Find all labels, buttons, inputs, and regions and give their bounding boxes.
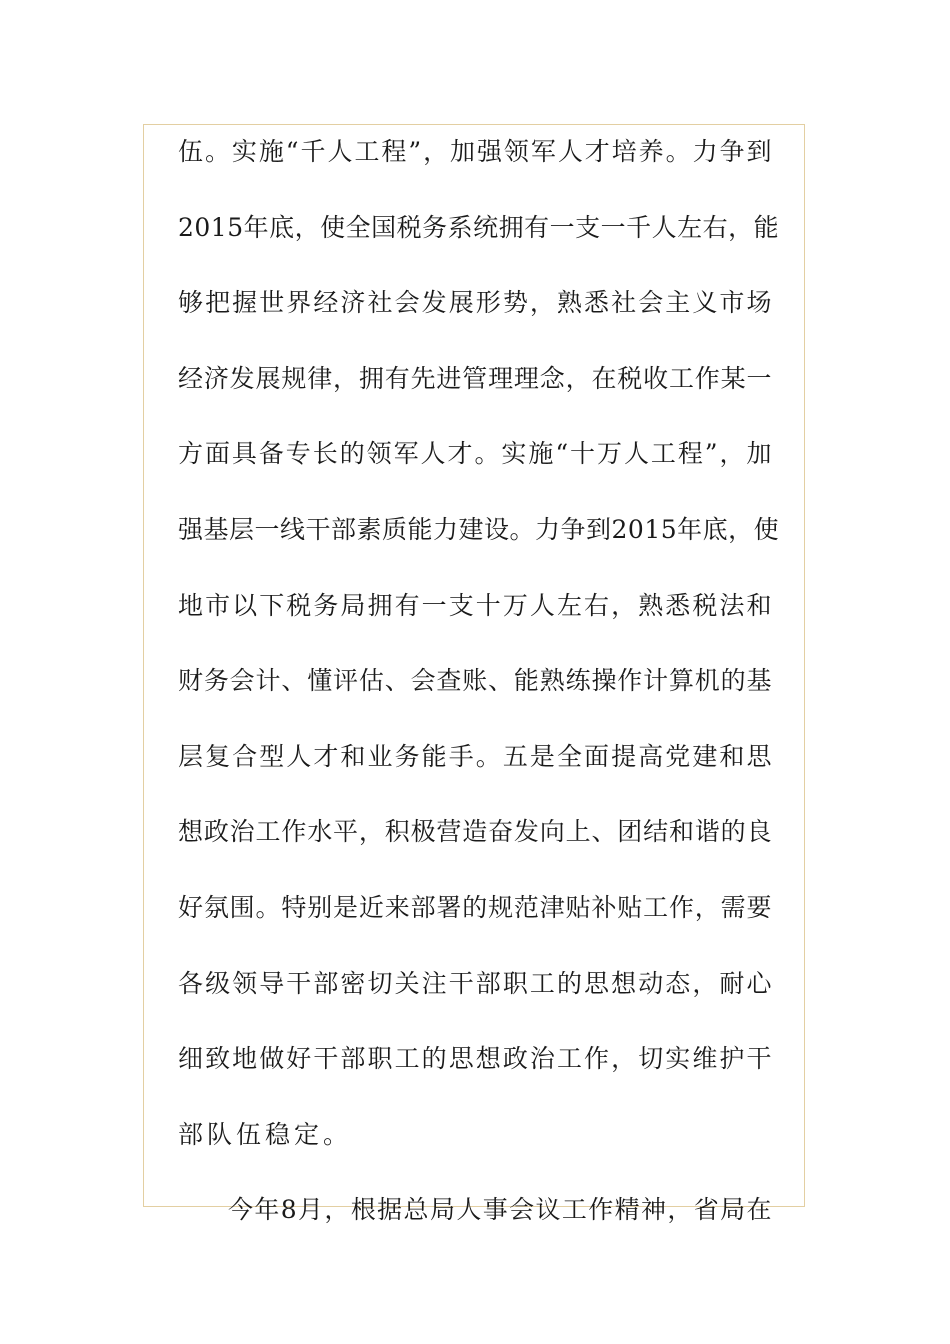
text-line: 强基层一线干部素质能力建设。力争到2015年底，使: [178, 514, 780, 544]
text-line: 地市以下税务局拥有一支十万人左右，熟悉税法和: [178, 590, 772, 620]
text-line: 细致地做好干部职工的思想政治工作，切实维护干: [178, 1044, 772, 1074]
text-line: 2015年底，使全国税务系统拥有一支一千人左右，能: [178, 212, 780, 242]
text-line: 各级领导干部密切关注干部职工的思想动态，耐心: [178, 968, 772, 998]
text-line: 够把握世界经济社会发展形势，熟悉社会主义市场: [178, 288, 772, 318]
text-line: 层复合型人才和业务能手。五是全面提高党建和思: [178, 741, 772, 771]
text-line: 方面具备专长的领军人才。实施“十万人工程”，加: [178, 439, 772, 469]
text-line: 财务会计、懂评估、会查账、能熟练操作计算机的基: [178, 666, 772, 696]
text-line: 经济发展规律，拥有先进管理理念，在税收工作某一: [178, 363, 772, 393]
text-line: 好氛围。特别是近来部署的规范津贴补贴工作，需要: [178, 892, 772, 922]
text-line: 想政治工作水平，积极营造奋发向上、团结和谐的良: [178, 817, 772, 847]
paragraph-start-line: 今年8月，根据总局人事会议工作精神，省局在: [228, 1195, 772, 1225]
document-body: [178, 127, 780, 1261]
paragraph-end-line: 部队伍稳定。: [178, 1119, 353, 1149]
text-line: 伍。实施“千人工程”，加强领军人才培养。力争到: [178, 137, 772, 166]
